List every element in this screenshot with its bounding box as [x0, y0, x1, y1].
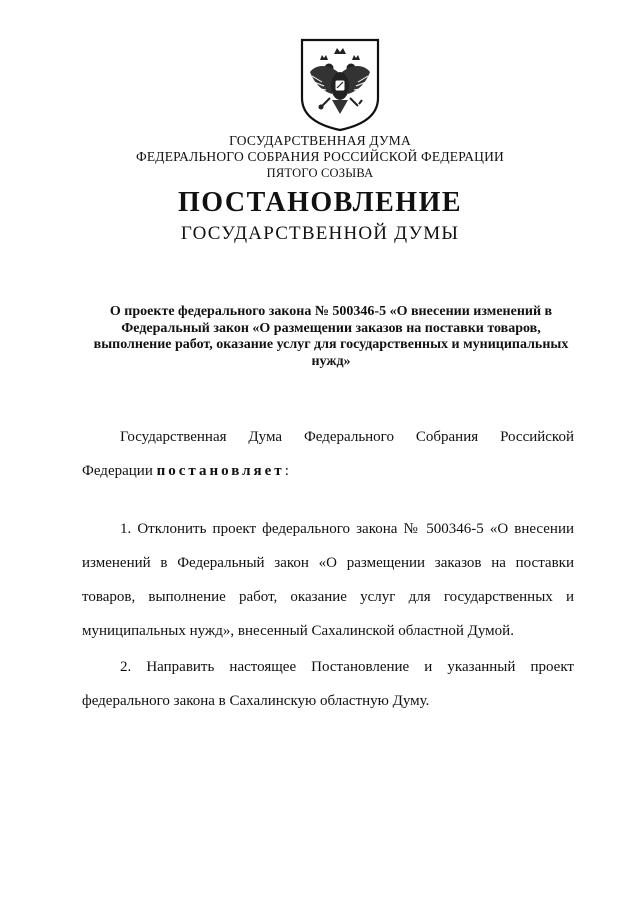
intro-paragraph: [82, 420, 574, 488]
coat-of-arms-icon: [298, 38, 382, 132]
header-line-3: ПЯТОГО СОЗЫВА: [266, 166, 374, 180]
intro-emphasis: постановляет: [156, 463, 285, 479]
document-subject: О проекте федерального закона № 500346-5 «О внесении изменений в Федеральный закон «О размещении заказов на поставки товаров, выполнение работ, оказание услуг для государственных и муниципальных нужд»: [93, 304, 569, 369]
document-subtitle: ГОСУДАРСТВЕННОЙ ДУМЫ: [180, 223, 460, 244]
item-2: 2. Направить настоящее Постановление и указанный проект федерального закона в Сахалинскую областную Думу.: [82, 659, 574, 709]
header-line-1: ГОСУДАРСТВЕННАЯ ДУМА: [229, 133, 411, 148]
intro-text: Государственная Дума Федерального Собрания Российской Федерации: [82, 429, 574, 479]
intro-end: :: [284, 463, 289, 479]
header-line-2: ФЕДЕРАЛЬНОГО СОБРАНИЯ РОССИЙСКОЙ ФЕДЕРАЦИИ: [136, 149, 504, 164]
document-title: ПОСТАНОВЛЕНИЕ: [177, 187, 463, 218]
item-1: 1. Отклонить проект федерального закона № 500346-5 «О внесении изменений в Федеральный закон «О размещении заказов на поставки товаров, выполнение работ, оказание услуг для государственных и муниципальных нужд», внесенный Сахалинской областной Думой.: [82, 521, 574, 639]
